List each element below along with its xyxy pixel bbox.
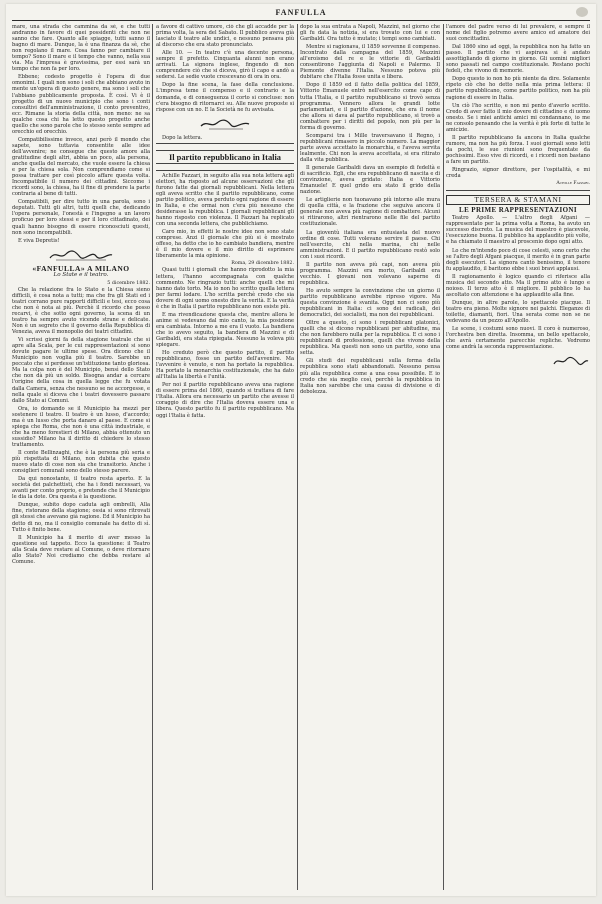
paragraph: Le scene, i costumi sono nuovi. Il coro è numeroso, l'orchestra ben diretta. Insomma, un bello spettacolo, che avrà certamente parecchie repliche. Vedremo come andrà la seconda rappresentazione.	[446, 326, 590, 351]
handwritten-signature-icon	[550, 354, 590, 368]
paragraph: E ma rivendicazione questa che, mentre allora le anime si vedevano dal mio canto, la mia posizione era cambiata. Intorno a me era il vuoto. La bandiera che io avevo seguito, la bandiera di Mazzini e di Garibaldi, era stata ripiegata. Nessuno la voleva più spiegare.	[156, 311, 294, 349]
paragraph: Alle 10. — In teatro c'è una decente persona, sempre il prefetto. Cinquanta alunni non erano arrivati. La signora inglese, fingendo di non comprendere ciò che si diceva, girò il capo e andò a sedersi. Le sedie vuote crescevano di ora in ora.	[156, 50, 294, 81]
paragraph: Per noi il partito repubblicano aveva una ragione di essere prima del 1860, quando si trattava di fare l'Italia. Allora era necessario un partito che avesse il coraggio di dire che l'Italia doveva essere una e libera. Questo partito fu il partito repubblicano. Ma oggi l'Italia è fatta.	[156, 382, 294, 419]
paragraph: Gli studi dei repubblicani sulla forma della repubblica sono stati abbandonati. Nessuno pensa più alla repubblica come a una cosa possibile. E io credo che sia meglio così, perchè la repubblica in Italia non sarebbe che una causa di divisione e di debolezza.	[300, 358, 440, 395]
paragraph: Che la relazione fra lo Stato e la Chiesa sieno difficili, è cosa nota a tutti; ma che fra gli Stati ed i teatri corrano pure rapporti difficili e tesi, ecco cosa che non è nota ai più. Perchè il ricordo che posso recarvi, è che sotto ogni governo, la scena di un teatro ha sempre avuto vicende strane e delicate. Non è un segreto che il governo della Repubblica di Venezia, aveva il monopolio dei teatri cittadini.	[12, 286, 150, 336]
column-2	[156, 24, 294, 890]
paragraph: Ebbene; codesto progetto è l'opera di due omonimi. I quali non sono i soli che abbiano avuto in mente un'opera di questo genere, ma sono i soli che l'abbiano pubblicamente proposta. È così. Vi è il progetto di un nuovo municipio che sono i conti consultivi dell'amministrazione, il conto preventivo, ecc. Rimane la storia della città, non meno: ne sa qualche cosa chi ha letto questo progetto anche quello che sono parole che lo stesso sente sempre ad orecchio ed orecchio.	[12, 74, 150, 135]
column-rule	[152, 24, 153, 890]
section-subtitle: Lo State e il teatro.	[53, 271, 109, 278]
paragraph: Mentre si ragionava, il 1859 sovvenne il compenso. Incontrato dalla campagna del 1859, Mazzini all'eroismo del re e le vittorie di Garibaldi consentirono l'aggiunta di Napoli e Palermo. Il Piemonte divenne l'Italia. Nessuno poteva più dubitare che l'Italia fosse unita e libera.	[300, 44, 440, 81]
paragraph: Lo che m'intendo poco di cose celesti, sono certo che se l'altro degli Afgani piacque, il merito è in gran parte degli esecutori. La signora cantò benissimo, il tenore fu applaudito, il baritono ebbe i suoi bravi applausi.	[446, 247, 590, 272]
paragraph: a favore di cattivo umore, ciò che gli accadde per la prima volta, la sera del Sabato. Il pubblico aveva già lasciato il teatro alle undici, e nessuno pensava più al discorso che era stato pronunciato.	[156, 24, 294, 49]
paragraph: l'amore del padre verso di lui prevalere, e sempre il nome del figlio potremo avere amico ed amatore dei suoi concittadini.	[446, 24, 590, 43]
column-3	[300, 24, 440, 890]
paragraph: Teatro Apollo. — L'altro degli Afgani — rappresentato per la prima volta a Roma, ha avuto un successo discreto. La musica del maestro è piacevole, l'esecuzione buona. Il pubblico ha applaudito più volte, e ha chiamato il maestro al proscenio dopo ogni atto.	[446, 215, 590, 246]
paragraph: Quasi tutti i giornali che hanno riprodotto la mia lettera, l'hanno accompagnata con qualche commento. Ne ringrazio tutti: anche quelli che mi hanno dato torto. Ma io non ho scritto quella lettera per farmi lodare. L'ho scritta perchè credo che sia dovere di ogni uomo onesto dire la verità. E la verità è che in Italia il partito repubblicano non esiste più.	[156, 267, 294, 310]
rubric-title: TERSERA & STAMANI	[446, 195, 590, 205]
paragraph: Achille Fazzari, in seguito alla sua nota lettera agli elettori, ha risposto ad alcune osservazioni che gli furono fatte dai giornali repubblicani. Nella lettera egli aveva scritto che il partito repubblicano, come partito politico, aveva perduto ogni ragione di essere in Italia, e che ormai non c'era più nessuno che desiderasse la repubblica. I giornali repubblicani gli hanno risposto con violenza. Il Fazzari ha replicato con una seconda lettera, che pubblichiamo.	[156, 172, 294, 228]
signature-mark	[156, 117, 294, 131]
column-rule	[297, 24, 298, 890]
paragraph: Da qui nonostante, il teatro resta aperto. E la società dei palchettisti, che ha i fondi necessari, va avanti per conto proprio, e pretende che il Municipio le dia la dote. Ora questa è la questione.	[12, 476, 150, 501]
paragraph: Il generale Garibaldi dava un esempio di fedeltà e di sacrificio. Egli, che era repubblicano di nascita e di convinzione, aveva gridato: Italia e Vittorio Emanuele! E quel grido era stato il grido della nazione.	[300, 165, 440, 196]
library-stamp-icon	[576, 7, 588, 17]
paragraph: Dal 1860 sino ad oggi, la repubblica non ha fatto un passo. Il partito che vi aspirava si è andato assottigliando di giorno in giorno. Gli uomini migliori sono passati nel campo costituzionale. Restano pochi fedeli, che vivono di memorie.	[446, 44, 590, 75]
paragraph: Il Municipio ha il merito di aver messo la questione sul tappeto. Ecco la questione: il Teatro alla Scala deve restare al Comune, o deve ritornare allo Stato? Noi crediamo che debba restare al Comune.	[12, 534, 150, 565]
paragraph: mare, una strada che cammina da sè, e che tutti andranno in favore di quei possidenti che non ne sanno che fare. Quanto alle spiagge, tutti sanno il bagno di mare. Dunque, la è una finanza da sè, che non regolano il mare. Cosa fanno per cambiare il tempo? Sono il mare e il tempo che vanno, nella sua via. Ma l'impresa è gravissima, per essi sarà un tempo che non fa per loro.	[12, 24, 150, 73]
signature-mark	[12, 248, 150, 262]
paragraph: Il ragionamento è logico quando ci riferisce alla musica del secondo atto. Ma il primo atto è lungo e noioso. Il terzo atto è il migliore. Il pubblico lo ha ascoltato con attenzione e ha applaudito alla fine.	[446, 273, 590, 298]
divider	[156, 143, 294, 151]
paragraph: Le artiglierie non tuonavano più intorno alle mura di quella città, e la frazione che seguiva ancora il generale non aveva più ragione di combattere. Alcuni si ritirarono, altri rientrarono nelle file del partito costituzionale.	[300, 197, 440, 228]
paragraph: Ho creduto però che questo partito, il partito repubblicano, fosse un partito dell'avvenire. Ma l'avvenire è venuto, e non ha portato la repubblica. Ha portato la monarchia costituzionale, che ha dato all'Italia la libertà e l'unità.	[156, 350, 294, 381]
paragraph: Il conte Bellinzaghi, che è la persona più seria e più rispettata di Milano, non dubita che questo nuovo stato di cose non sia che transitorio. Anche i consiglieri comunali sono dello stesso parere.	[12, 450, 150, 475]
newspaper-page	[6, 4, 596, 896]
page-header	[12, 4, 590, 21]
paragraph: Dunque, subito dopo caduta agli ombrelli, Alla fine, ristorano della stagione; ossia si sono ritrovati gli stessi che avevano già ragione. Ed il Municipio ha detto di no, ma il consiglio comunale ha detto di sì. Tutto è finito bene.	[12, 502, 150, 533]
section-title: «FANFULLA» A MILANO	[32, 263, 130, 273]
paragraph: E viva Depretis!	[18, 237, 60, 244]
paragraph: Oltre a questo, ci sono i repubblicani platonici, quelli che si dicono repubblicani per abitudine, ma che non farebbero nulla per la repubblica. E ci sono i repubblicani di professione, quelli che vivono della repubblica. Ma questi non sono un partito, sono una setta.	[300, 320, 440, 357]
paragraph: Ringrazio, signor direttore, per l'ospitalità, e mi creda	[446, 167, 590, 180]
paragraph: Compatibilissime invece, anzi però il mondo che sapete, sono tuttavia consentite alle idee dell'avvenire; ne consegue che questo amore alla gratitudine degli altri, abbia un poco, alla persona, anche quella del mercato, che vuole essere la chiesa e per la chiesa sola. Non comprendiamo come si possa trattare per così piccolo affare questa volta. Incompatibile il numero dei cittadini. Siccome i ricordi sono, la chiesa, ha il fine di prendere la parte contraria al bene di tutti.	[12, 136, 150, 198]
divider	[446, 190, 590, 191]
paragraph: Compatibili, per dire tutto in una parola, sono i deputati. Tutti gli altri, tutti quelli che, dedicando l'opera personale, l'onestà e l'ingegno a un lavoro proficuo per loro stessi e per il loro cittadinato, dei quali hanno bisogno di essere riconosciuti questi, non sono incompatibili.	[12, 199, 150, 236]
paragraph: Dopo questo io non ho più niente da dire. Solamente ripeto ciò che ho detto nella mia prima lettera: il partito repubblicano, come partito politico, non ha più ragione di essere in Italia.	[446, 76, 590, 101]
paragraph: Il partito non aveva più capi, non aveva più programma. Mazzini era morto, Garibaldi era vecchio. I giovani non volevano saperne di repubblica.	[300, 261, 440, 286]
dateline: Roma, 29 dicembre 1882.	[231, 261, 294, 267]
article-headline: Il partito repubblicano in Italia	[169, 152, 281, 162]
handwritten-signature-icon	[46, 248, 116, 262]
paragraph: Un ciò l'ho scritto, e non mi pento d'averlo scritto. Credo di aver fatto il mio dovere di cittadino e di uomo onesto. Se i miei antichi amici mi condannano, io me ne consolo pensando che la verità è più forte di tutte le amicizie.	[446, 102, 590, 133]
column-1	[12, 24, 150, 890]
masthead-title: FANFULLA	[275, 7, 327, 17]
rubric-subtitle: LE PRIME RAPPRESENTAZIONI	[459, 206, 577, 215]
paragraph: dopo la sua entrata a Napoli, Mazzini, nel giorno che gli fu data la notizia, si era trovato con lui e con Garibaldi. Ora tutto è mutato; i tempi sono cambiati.	[300, 24, 440, 43]
column-rule	[443, 24, 444, 890]
paragraph: Dunque, in altre parole, lo spettacolo piacque. Il teatro era pieno. Molte signore nei palchi. Eleganze di toilette, diamanti, fiori. Una serata come non se ne vedevano da un pezzo all'Apollo.	[446, 299, 590, 325]
paragraph: Vi scrissi giorni fa della stagione teatrale che si apre alla Scala, per le cui rappresentazioni si sono dovute pagare le ultime spese. Ora dicono che il Municipio non voglia più il teatro. Sarebbe un peccato che si perdesse un'istituzione tanto gloriosa. Ma la colpa non è del Municipio, bensì dello Stato che non dà più un soldo. Bisogna andar a cercare l'origine della cosa in quella legge che fu votata dalla Camera, senza che nessuno se ne accorgesse, e nella quale si diceva che i teatri dovessero passare dallo Stato ai Comuni.	[12, 337, 150, 404]
dateline: 5 dicembre 1882.	[107, 280, 150, 286]
paragraph: Dopo la lettera.	[162, 134, 203, 141]
paragraph: Dopo la fine scena, la fase della conclusione. L'impresa teme il compenso e il contrario e la domanda, e di conseguenza il corto si concluse: non c'era bisogno di ritornarci su. Alle nuove proposte si rispose con un no. E la Società ne fu avvisata.	[156, 82, 294, 113]
paragraph: Ora, io domando se il Municipio ha mezzi per sostenere il teatro. Il teatro è un lusso, d'accordo; ma è un lusso che porta danaro al paese. E come si spiega che Roma, che non è una città industriale, e che ha meno forestieri di Milano, abbia ottenuto un sussidio? Milano ha il diritto di chiedere lo stesso trattamento.	[12, 405, 150, 448]
handwritten-signature-icon	[195, 117, 255, 131]
author-name: Achille Fazzari.	[556, 181, 590, 187]
paragraph: Scomparsi tra i Mille traversavano il Regno, i repubblicani rimasero in piccolo numero. La maggior parte aveva accettato la monarchia, e l'aveva servita lealmente. Chi non la aveva accettata, si era ritirato dalla vita pubblica.	[300, 132, 440, 163]
paragraph: La gioventù italiana era entusiasta del nuovo ordine di cose. Tutti volevano servire il paese. Chi nell'esercito, chi nella marina, chi nelle amministrazioni. E il partito repubblicano restò solo con i suoi ricordi.	[300, 229, 440, 260]
paragraph: Il partito repubblicano fa ancora in Italia qualche rumore, ma non ha più forza. I suoi giornali sono letti da pochi, le sue riunioni sono frequentate da pochissimi. Esso vive di ricordi, e i ricordi non bastano a fare un partito.	[446, 134, 590, 165]
paragraph: Ho avuto sempre la convinzione che un giorno il partito repubblicano avrebbe ripreso vigore. Ma questa convinzione è svanita. Oggi non ci sono più repubblicani in Italia: ci sono dei radicali, dei democratici, dei socialisti, ma non dei repubblicani.	[300, 287, 440, 319]
column-4	[446, 24, 590, 890]
section-heading	[12, 263, 150, 278]
signature-mark	[446, 354, 590, 368]
divider	[156, 163, 294, 171]
paragraph: Caro mio, in effetti le nostre idee non sono state comprese. Anzi il giornale che più si è mostrato offeso, ha detto che io ho cambiato bandiera, mentre è il mio dovere e il mio diritto di esprimere liberamente la mia opinione.	[156, 229, 294, 260]
paragraph: Dopo il 1859 ed il fatto della politica del 1859, Vittorio Emanuele entrò nell'esercito come capo di tutta l'Italia, e il partito repubblicano si trovò senza programma. Vennero allora le grandi lotte parlamentari, e il partito d'azione, che era il nome che allora si dava al partito repubblicano, si trovò a combattere per i diritti del popolo, non più per la forma di governo.	[300, 82, 440, 131]
